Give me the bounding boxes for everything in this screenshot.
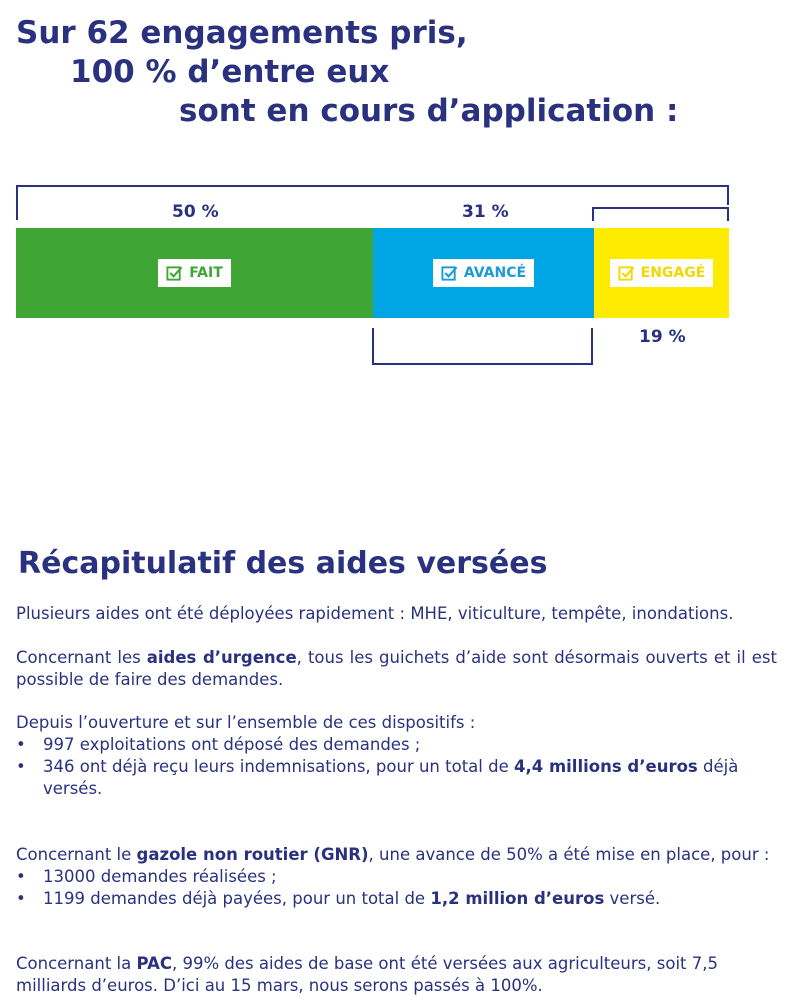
- list-item: • 13000 demandes réalisées ;: [16, 866, 777, 888]
- emphasis: gazole non routier (GNR): [136, 845, 369, 864]
- bracket-engage-left-tick: [592, 207, 594, 221]
- text: Concernant la: [16, 954, 137, 973]
- headline: [16, 14, 678, 131]
- text: versé.: [604, 889, 661, 908]
- label-fait: [158, 259, 231, 287]
- label-engage: [610, 259, 714, 287]
- bracket-avance-left-tick: [372, 328, 374, 365]
- bracket-avance-bottom: [372, 363, 593, 365]
- percent-avance: 31 %: [462, 202, 509, 222]
- recap-paragraph-dispositifs: [16, 712, 777, 800]
- bracket-top-full-left-tick: [16, 185, 18, 220]
- percent-fait: 50 %: [172, 202, 219, 222]
- checkbox-check-icon: [441, 265, 458, 282]
- recap-paragraph-gnr: [16, 844, 777, 910]
- segment-avance: [373, 228, 594, 318]
- bracket-engage: [592, 207, 729, 209]
- bracket-top-full: [16, 185, 729, 187]
- label-avance: [433, 259, 534, 287]
- list-item: [16, 888, 777, 910]
- segment-fait: [16, 228, 373, 318]
- checkbox-check-icon: [618, 265, 635, 282]
- label-avance-text: AVANCÉ: [463, 265, 527, 281]
- label-engage-text: ENGAGÉ: [640, 265, 706, 281]
- headline-line-2: 100 % d’entre eux: [70, 54, 390, 90]
- segment-engage: [594, 228, 729, 318]
- progress-chart: [0, 180, 803, 380]
- bracket-top-full-right-tick: [727, 185, 729, 205]
- bullet-list: [16, 734, 777, 800]
- text: 346 ont déjà reçu leurs indemnisations, pour un total de: [43, 757, 514, 776]
- bullet-list: [16, 866, 777, 910]
- text: [16, 844, 777, 866]
- recap-paragraph-pac: [16, 953, 777, 997]
- emphasis: 4,4 millions d’euros: [513, 757, 698, 776]
- bracket-engage-right-tick: [727, 207, 729, 221]
- checkbox-check-icon: [166, 265, 183, 282]
- recap-title: Récapitulatif des aides versées: [18, 546, 548, 581]
- text: 1199 demandes déjà payées, pour un total de: [43, 889, 431, 908]
- text: , tous les guichets d’aide sont désormais ouverts et il est possible de faire des demandes.: [16, 648, 777, 689]
- percent-engage: 19 %: [639, 327, 686, 347]
- emphasis: PAC: [136, 954, 172, 973]
- list-item: [16, 756, 777, 800]
- text: , une avance de 50% a été mise en place, pour :: [368, 845, 770, 864]
- label-fait-text: FAIT: [189, 265, 223, 281]
- text: Concernant les: [16, 648, 147, 667]
- text: Depuis l’ouverture et sur l’ensemble de ces dispositifs :: [16, 713, 476, 732]
- text: déjà versés.: [43, 757, 739, 798]
- emphasis: 1,2 million d’euros: [430, 889, 605, 908]
- emphasis: aides d’urgence: [146, 648, 297, 667]
- text: Concernant le: [16, 845, 137, 864]
- headline-line-1: Sur 62 engagements pris,: [16, 15, 468, 51]
- bracket-avance-right-tick: [591, 328, 593, 365]
- list-item: • 997 exploitations ont déposé des demandes ;: [16, 734, 777, 756]
- recap-paragraph-urgence: [16, 647, 777, 691]
- text: , 99% des aides de base ont été versées aux agriculteurs, soit 7,5 milliards d’euros. D’ici au 15 mars, nous serons passés à 100%.: [16, 954, 718, 995]
- recap-paragraph-1: Plusieurs aides ont été déployées rapidement : MHE, viticulture, tempête, inondations.: [16, 604, 734, 623]
- headline-line-3: sont en cours d’application :: [179, 93, 679, 129]
